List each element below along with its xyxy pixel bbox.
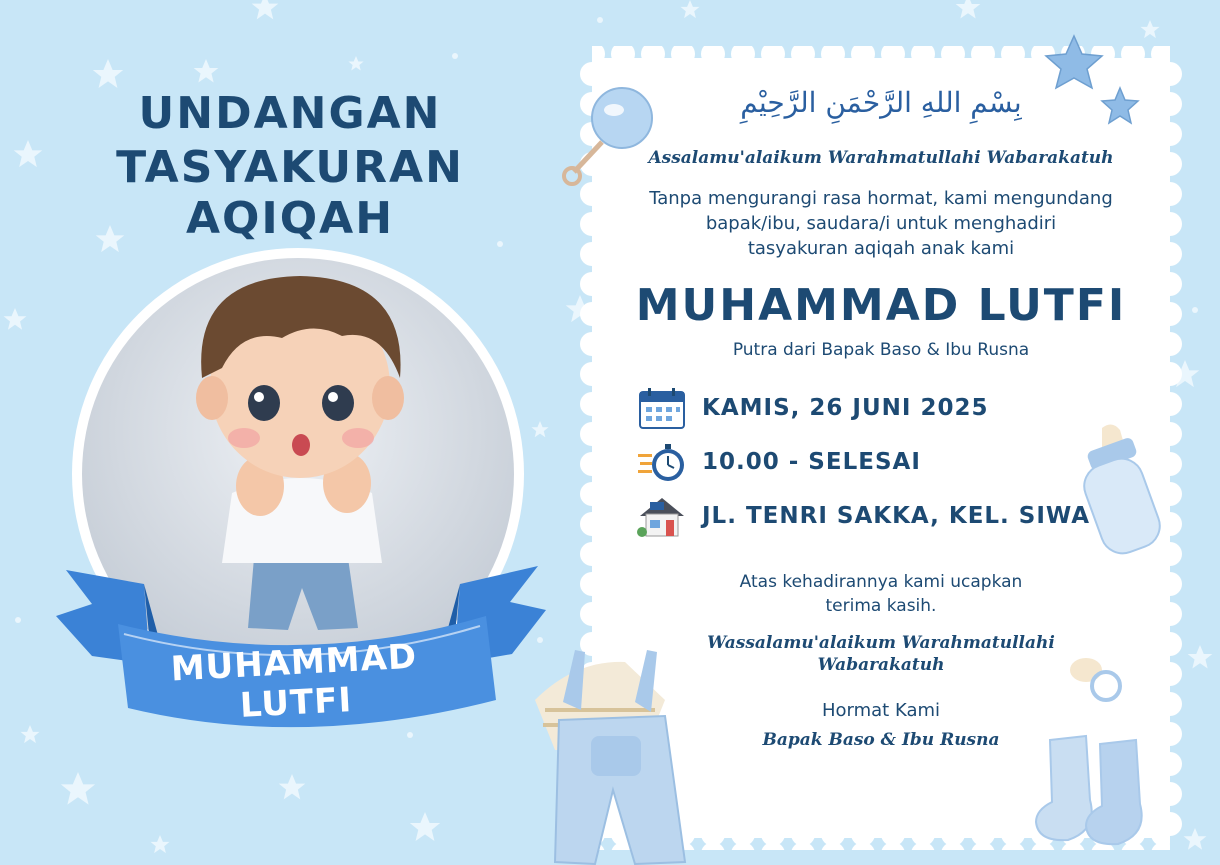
event-time: 10.00 - SELESAI <box>702 449 921 475</box>
intro-line: tasyakuran aqiqah anak kami <box>747 238 1015 259</box>
greeting: Assalamu'alaikum Warahmatullahi Wabarakatuh <box>648 148 1114 168</box>
intro-line: Tanpa mengurangi rasa hormat, kami mengundang <box>649 188 1113 209</box>
thanks-text <box>596 570 1166 618</box>
thanks-line: Atas kehadirannya kami ucapkan <box>739 572 1023 592</box>
ribbon-name: MUHAMMAD LUTFI <box>169 636 419 726</box>
star-decoration-icon <box>1040 30 1150 140</box>
intro-text <box>596 186 1166 261</box>
date-row <box>636 386 988 430</box>
rattle-icon <box>560 80 660 190</box>
intro-line: bapak/ibu, saudara/i untuk menghadiri <box>705 213 1057 234</box>
baby-bottle-icon <box>1072 420 1182 560</box>
basmala: بِسْمِ اللهِ الرَّحْمَنِ الرَّحِيْمِ <box>740 86 1022 119</box>
calendar-icon <box>636 386 688 430</box>
signature: Bapak Baso & Ibu Rusna <box>762 730 1000 750</box>
closing-line: Wabarakatuh <box>817 655 945 675</box>
house-icon <box>636 494 688 538</box>
regards: Hormat Kami <box>821 700 941 721</box>
baby-socks-icon <box>1028 730 1158 860</box>
closing-line: Wassalamu'alaikum Warahmatullahi <box>707 633 1055 653</box>
place-row <box>636 494 1090 538</box>
overalls-icon <box>515 640 720 865</box>
heading-line1: UNDANGAN <box>138 88 442 139</box>
stopwatch-icon <box>636 440 688 484</box>
heading-line2: TASYAKURAN AQIQAH <box>116 142 464 244</box>
child-name: MUHAMMAD LUTFI <box>635 280 1127 331</box>
event-location: JL. TENRI SAKKA, KEL. SIWA <box>702 503 1091 529</box>
time-row <box>636 440 921 484</box>
parents-line: Putra dari Bapak Baso & Ibu Rusna <box>732 340 1030 360</box>
event-date: KAMIS, 26 JUNI 2025 <box>702 395 989 421</box>
thanks-line: terima kasih. <box>825 596 937 616</box>
pacifier-icon <box>1066 652 1130 706</box>
